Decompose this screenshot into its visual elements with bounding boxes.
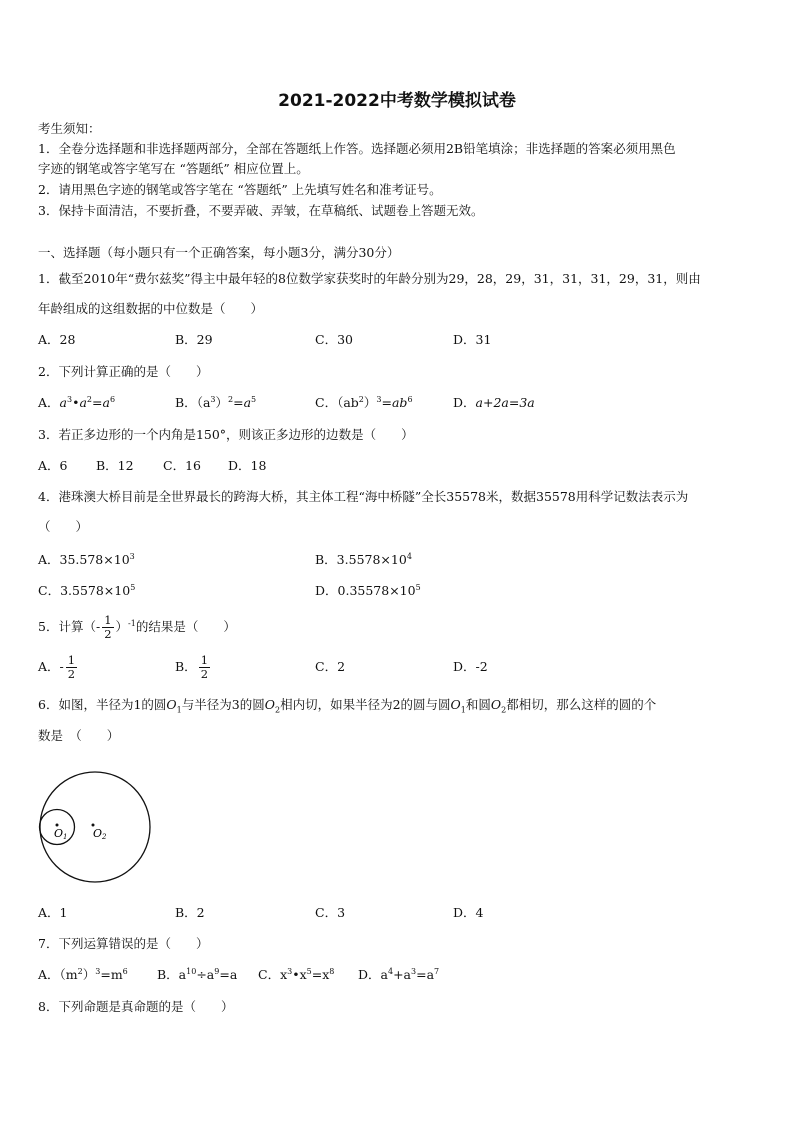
question-6-stem-cont: 数是 （ ） bbox=[38, 728, 120, 743]
question-4-stem-cont: （ ） bbox=[38, 519, 89, 534]
label-o2: O2 bbox=[93, 827, 107, 841]
notice-item-1: 1．全卷分选择题和非选择题两部分，全部在答题纸上作答。选择题必须用2B铅笔填涂；非选择题的答案必须用黑色 bbox=[38, 141, 676, 156]
q7-option-b: B．$a^{10}\div a^9=a$ bbox=[157, 966, 238, 982]
q7-option-d: D．$a^4+a^3=a^7$ bbox=[358, 966, 440, 982]
fraction: $\frac{1}{2}$ bbox=[67, 653, 76, 681]
question-4-stem: 4．港珠澳大桥目前是全世界最长的跨海大桥，其主体工程“海中桥隧”全长35578米，数据35578用科学记数法表示为 bbox=[38, 489, 689, 504]
question-7-stem: 7．下列运算错误的是（ ） bbox=[38, 936, 209, 951]
q4-option-b: B．$3.5578\times 10^4$ bbox=[315, 551, 412, 567]
q5-option-d: D．-2 bbox=[453, 659, 488, 674]
q6-option-b: B．2 bbox=[175, 905, 205, 920]
q7-option-a: A．$(m^2)^3=m^6$ bbox=[38, 966, 128, 982]
q4-option-d: D．$0.35578\times 10^5$ bbox=[315, 582, 421, 598]
q4-option-a: A．$35.578\times 10^3$ bbox=[38, 551, 135, 567]
question-5-stem: 5．计算（- $\frac{1}{2}$ ）$^{-1}$的结果是（ ） bbox=[38, 613, 236, 641]
question-1-stem: 1．截至2010年“费尔兹奖”得主中最年轻的8位数学家获奖时的年龄分别为29，28，29，31，31，31，29，31，则由 bbox=[38, 271, 701, 286]
question-3-stem: 3．若正多边形的一个内角是150°，则该正多边形的边数是（ ） bbox=[38, 427, 414, 442]
notice-item-3: 3．保持卡面清洁，不要折叠，不要弄破、弄皱，在草稿纸、试题卷上答题无效。 bbox=[38, 203, 484, 218]
q6-option-a: A．1 bbox=[38, 905, 68, 920]
q4-option-c: C．$3.5578\times 10^5$ bbox=[38, 582, 136, 598]
question-2-stem: 2．下列计算正确的是（ ） bbox=[38, 364, 209, 379]
q2-option-d: D．a+2a=3a bbox=[453, 395, 535, 410]
q1-option-b: B．29 bbox=[175, 332, 213, 347]
notice-item-1-cont: 字迹的钢笔或答字笔写在 “答题纸” 相应位置上。 bbox=[38, 161, 309, 176]
fraction: $\frac{1}{2}$ bbox=[200, 653, 209, 681]
q2-option-b: B．$(a^3)^2=a^5$ bbox=[175, 394, 257, 410]
q5-option-a: A．- $\frac{1}{2}$ bbox=[38, 653, 76, 681]
fraction: $\frac{1}{2}$ bbox=[104, 613, 112, 641]
q1-option-d: D．31 bbox=[453, 332, 492, 347]
label-o1: O1 bbox=[54, 827, 68, 841]
notice-heading: 考生须知： bbox=[38, 121, 101, 136]
q3-option-a: A．6 bbox=[38, 458, 68, 473]
section-heading: 一、选择题（每小题只有一个正确答案，每小题3分，满分30分） bbox=[38, 245, 400, 260]
q3-option-b: B．12 bbox=[96, 458, 134, 473]
q5-option-b: B． $\frac{1}{2}$ bbox=[175, 653, 209, 681]
q7-option-c: C．$x^3•x^5=x^8$ bbox=[258, 966, 335, 982]
page-title: 2021-2022中考数学模拟试卷 bbox=[278, 91, 516, 111]
q1-option-a: A．28 bbox=[38, 332, 76, 347]
question-1-stem-cont: 年龄组成的这组数据的中位数是（ ） bbox=[38, 301, 264, 316]
q6-option-c: C．3 bbox=[315, 905, 346, 920]
q3-option-d: D．18 bbox=[228, 458, 267, 473]
q6-option-d: D．4 bbox=[453, 905, 484, 920]
q5-option-c: C．2 bbox=[315, 659, 346, 674]
question-8-stem: 8．下列命题是真命题的是（ ） bbox=[38, 999, 234, 1014]
q1-option-c: C．30 bbox=[315, 332, 353, 347]
question-6-stem: 6．如图，半径为1的圆$O_1$与半径为3的圆$O_2$相内切，如果半径为2的圆与圆$O_1$和圆$O_2$都相切，那么这样的圆的个 bbox=[38, 697, 657, 715]
q3-option-c: C．16 bbox=[163, 458, 201, 473]
q2-option-c: C．$(ab^2)^3=ab^6$ bbox=[315, 394, 413, 410]
notice-item-2: 2．请用黑色字迹的钢笔或答字笔在 “答题纸” 上先填写姓名和准考证号。 bbox=[38, 182, 442, 197]
q2-option-a: A．$a^3•a^2=a^6$ bbox=[38, 394, 116, 410]
circles-figure bbox=[34, 770, 156, 888]
